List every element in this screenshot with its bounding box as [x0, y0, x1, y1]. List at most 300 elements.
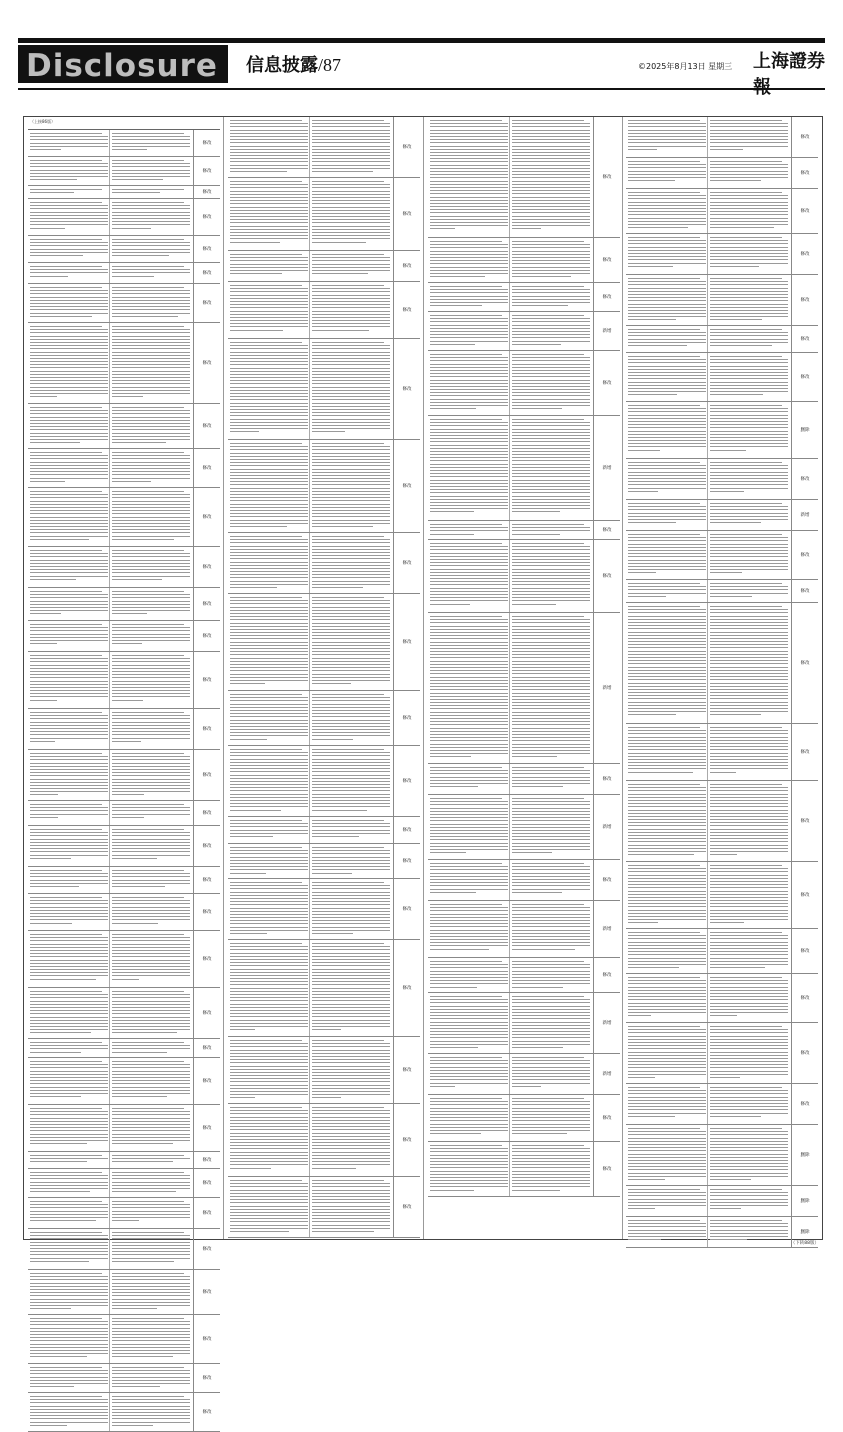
text-line	[628, 1045, 706, 1046]
revised-clause-text	[112, 1396, 190, 1428]
text-line	[710, 164, 788, 165]
text-line	[512, 470, 590, 471]
text-line	[30, 1350, 108, 1351]
text-line	[628, 304, 706, 305]
text-line	[628, 534, 700, 535]
text-line	[512, 1022, 590, 1023]
text-line	[710, 711, 788, 712]
revised-clause-text	[512, 120, 590, 232]
cell-divider	[509, 860, 510, 900]
text-line	[230, 513, 308, 514]
text-line	[430, 305, 482, 306]
text-line	[112, 560, 190, 561]
revised-clause-text	[312, 820, 390, 839]
text-line	[112, 1356, 173, 1357]
text-line	[112, 1093, 190, 1094]
text-line	[112, 1406, 190, 1407]
text-line	[628, 865, 700, 866]
original-clause-text	[628, 329, 706, 348]
text-line	[30, 1140, 108, 1141]
revised-clause-text	[710, 462, 788, 494]
text-line	[30, 1042, 102, 1043]
text-line	[710, 868, 788, 869]
text-line	[112, 176, 190, 177]
text-line	[430, 597, 508, 598]
original-clause-text	[628, 120, 706, 152]
text-line	[512, 425, 590, 426]
text-line	[710, 544, 788, 545]
text-line	[312, 1040, 384, 1041]
text-line	[628, 586, 706, 587]
text-line	[512, 744, 590, 745]
text-line	[230, 914, 308, 915]
text-line	[430, 222, 508, 223]
text-line	[30, 839, 108, 840]
text-line	[30, 208, 108, 209]
revised-clause-text	[312, 1040, 390, 1101]
text-line	[430, 146, 508, 147]
text-line	[710, 848, 788, 849]
text-line	[30, 176, 108, 177]
cell-divider	[109, 263, 110, 283]
text-line	[312, 307, 390, 308]
text-line	[312, 194, 390, 195]
revised-clause-text	[112, 1042, 190, 1055]
text-line	[628, 825, 706, 826]
text-line	[230, 422, 308, 423]
text-line	[312, 860, 390, 861]
text-line	[512, 1002, 590, 1003]
original-clause-text	[230, 254, 308, 276]
text-line	[710, 237, 782, 238]
text-line	[30, 696, 108, 697]
change-type-label: 修改	[193, 988, 220, 1038]
text-line	[30, 255, 83, 256]
text-line	[710, 810, 788, 811]
text-line	[628, 964, 706, 965]
text-line	[112, 1188, 190, 1189]
table-row	[626, 603, 818, 724]
cell-divider	[309, 533, 310, 593]
text-line	[512, 429, 590, 430]
text-line	[628, 854, 694, 855]
text-line	[30, 960, 108, 961]
text-line	[512, 638, 590, 639]
text-line	[512, 451, 590, 452]
text-line	[628, 263, 706, 264]
text-line	[430, 804, 508, 805]
text-line	[628, 990, 706, 991]
text-line	[112, 426, 190, 427]
text-line	[30, 560, 108, 561]
text-line	[230, 991, 308, 992]
text-line	[710, 294, 788, 295]
text-line	[430, 209, 508, 210]
text-line	[312, 873, 352, 874]
text-line	[30, 269, 108, 270]
text-line	[312, 484, 390, 485]
text-line	[710, 174, 788, 175]
original-clause-text	[430, 904, 508, 952]
table-row	[28, 588, 220, 621]
original-clause-text	[30, 189, 108, 195]
text-line	[512, 1158, 590, 1159]
text-line	[710, 875, 788, 876]
text-line	[312, 1218, 390, 1219]
text-line	[112, 668, 190, 669]
text-line	[430, 642, 508, 643]
text-line	[30, 1235, 108, 1236]
text-line	[430, 383, 508, 384]
text-line	[512, 942, 590, 943]
text-line	[512, 328, 590, 329]
text-line	[30, 607, 108, 608]
text-line	[312, 716, 390, 717]
text-line	[112, 1367, 184, 1368]
text-line	[710, 1052, 788, 1053]
revised-clause-text	[512, 1098, 590, 1136]
text-line	[230, 203, 308, 204]
text-line	[112, 997, 190, 998]
text-line	[230, 1004, 308, 1005]
text-line	[512, 549, 590, 550]
text-line	[710, 266, 759, 267]
text-line	[512, 1117, 590, 1118]
cell-divider	[707, 724, 708, 780]
text-line	[312, 494, 390, 495]
text-line	[710, 1026, 782, 1027]
text-line	[430, 203, 508, 204]
revised-clause-text	[710, 534, 788, 575]
text-line	[628, 1150, 706, 1151]
text-line	[628, 913, 706, 914]
text-line	[312, 1010, 390, 1011]
change-type-label: 修改	[393, 117, 420, 177]
text-line	[512, 999, 590, 1000]
text-line	[628, 198, 706, 199]
text-line	[710, 679, 788, 680]
text-line	[312, 187, 390, 188]
text-line	[312, 232, 390, 233]
text-line	[512, 197, 590, 198]
text-line	[512, 731, 590, 732]
text-line	[312, 330, 369, 331]
text-line	[230, 638, 308, 639]
text-line	[430, 904, 502, 905]
text-line	[30, 1308, 71, 1309]
text-line	[30, 1337, 108, 1338]
revised-clause-text	[710, 977, 788, 1018]
text-line	[710, 1239, 747, 1240]
revised-clause-text	[312, 254, 390, 276]
text-line	[710, 1141, 788, 1142]
text-line	[710, 727, 782, 728]
text-line	[112, 956, 190, 957]
change-type-label: 修改	[791, 158, 818, 188]
text-line	[30, 1032, 91, 1033]
text-line	[30, 426, 108, 427]
table-row	[28, 750, 220, 801]
text-line	[312, 133, 390, 134]
text-line	[430, 767, 502, 768]
change-type-label: 修改	[791, 781, 818, 861]
text-line	[312, 1066, 390, 1067]
text-line	[112, 594, 190, 595]
cell-divider	[109, 652, 110, 708]
text-line	[112, 903, 190, 904]
text-line	[112, 228, 151, 229]
text-line	[312, 584, 390, 585]
text-line	[430, 219, 508, 220]
text-line	[710, 1144, 788, 1145]
table-row	[626, 234, 818, 275]
change-type-label: 修改	[393, 691, 420, 745]
text-line	[30, 741, 55, 742]
text-line	[710, 733, 788, 734]
text-line	[30, 722, 108, 723]
text-line	[628, 208, 706, 209]
change-type-label: 修改	[393, 1104, 420, 1176]
text-line	[312, 161, 390, 162]
text-line	[512, 244, 590, 245]
table-row	[626, 580, 818, 603]
text-line	[230, 181, 302, 182]
text-line	[710, 689, 788, 690]
text-line	[430, 559, 508, 560]
cell-divider	[707, 234, 708, 274]
text-line	[628, 237, 700, 238]
text-line	[512, 756, 557, 757]
text-line	[512, 626, 590, 627]
text-line	[112, 1111, 190, 1112]
text-line	[430, 1177, 508, 1178]
text-line	[628, 1103, 706, 1104]
text-line	[710, 202, 788, 203]
text-line	[430, 565, 508, 566]
text-line	[112, 1201, 184, 1202]
text-line	[30, 355, 108, 356]
text-line	[710, 362, 788, 363]
text-line	[430, 273, 508, 274]
text-line	[512, 833, 590, 834]
text-line	[628, 491, 658, 492]
text-line	[710, 1236, 788, 1237]
text-line	[30, 1347, 108, 1348]
original-clause-text	[430, 286, 508, 308]
text-line	[430, 296, 508, 297]
text-line	[30, 756, 108, 757]
text-line	[230, 1193, 308, 1194]
text-line	[430, 1124, 508, 1125]
text-line	[512, 1079, 590, 1080]
text-line	[512, 667, 590, 668]
cell-divider	[509, 613, 510, 763]
text-line	[30, 556, 108, 557]
text-line	[230, 581, 308, 582]
text-line	[430, 1041, 508, 1042]
text-line	[512, 273, 590, 274]
revised-clause-text	[312, 749, 390, 813]
cell-divider	[509, 1095, 510, 1141]
text-line	[512, 263, 590, 264]
text-line	[512, 399, 590, 400]
text-line	[112, 1020, 190, 1021]
text-line	[30, 136, 108, 137]
text-line	[710, 593, 788, 594]
text-line	[30, 1201, 102, 1202]
text-line	[30, 858, 71, 859]
text-line	[312, 449, 390, 450]
text-line	[512, 920, 590, 921]
text-line	[628, 583, 700, 584]
text-line	[30, 1114, 108, 1115]
change-type-label: 删除	[791, 1125, 818, 1185]
text-line	[112, 361, 190, 362]
text-line	[112, 471, 190, 472]
text-line	[312, 755, 390, 756]
text-line	[312, 1043, 390, 1044]
text-line	[512, 718, 590, 719]
text-line	[112, 205, 190, 206]
text-line	[112, 1080, 190, 1081]
text-line	[30, 1134, 108, 1135]
text-line	[230, 187, 308, 188]
text-line	[30, 1318, 102, 1319]
revised-clause-text	[512, 1057, 590, 1089]
text-line	[112, 249, 190, 250]
text-line	[430, 120, 502, 121]
text-line	[312, 200, 390, 201]
text-line	[112, 934, 184, 935]
text-line	[112, 1061, 184, 1062]
revised-clause-text	[512, 354, 590, 411]
text-line	[230, 1206, 308, 1207]
text-line	[230, 810, 281, 811]
text-line	[112, 597, 190, 598]
text-line	[112, 897, 184, 898]
text-line	[112, 146, 190, 147]
text-line	[512, 780, 590, 781]
text-line	[512, 408, 562, 409]
text-line	[312, 943, 384, 944]
text-line	[710, 345, 772, 346]
text-line	[312, 298, 390, 299]
text-line	[312, 729, 390, 730]
text-line	[628, 727, 700, 728]
text-line	[230, 959, 308, 960]
text-line	[512, 661, 590, 662]
revised-clause-text	[112, 407, 190, 445]
text-line	[430, 780, 508, 781]
text-line	[30, 332, 108, 333]
text-line	[628, 446, 706, 447]
text-line	[112, 947, 190, 948]
text-line	[312, 732, 390, 733]
cell-divider	[707, 189, 708, 233]
original-clause-text	[628, 977, 706, 1018]
text-line	[512, 737, 590, 738]
text-line	[112, 782, 190, 783]
text-line	[710, 692, 788, 693]
text-line	[112, 163, 190, 164]
text-line	[112, 297, 190, 298]
text-line	[512, 1177, 590, 1178]
text-line	[710, 342, 788, 343]
text-line	[112, 345, 190, 346]
original-clause-text	[628, 727, 706, 775]
text-line	[312, 1000, 390, 1001]
text-line	[230, 771, 308, 772]
text-line	[430, 923, 508, 924]
text-line	[112, 1409, 190, 1410]
revised-clause-text	[112, 591, 190, 617]
text-line	[112, 1283, 190, 1284]
text-line	[112, 1286, 190, 1287]
revised-clause-text	[112, 655, 190, 703]
text-line	[710, 240, 788, 241]
text-line	[230, 943, 302, 944]
text-line	[430, 632, 508, 633]
text-line	[30, 634, 108, 635]
revised-clause-text	[312, 847, 390, 876]
text-line	[430, 136, 508, 137]
original-clause-text	[430, 1145, 508, 1193]
text-line	[512, 524, 584, 525]
text-line	[628, 1141, 706, 1142]
text-line	[430, 594, 508, 595]
text-line	[312, 387, 390, 388]
text-line	[710, 1131, 788, 1132]
text-line	[112, 671, 190, 672]
text-line	[512, 572, 590, 573]
text-line	[30, 956, 108, 957]
text-line	[430, 486, 508, 487]
table-row	[626, 531, 818, 580]
original-clause-text	[230, 1040, 308, 1101]
text-line	[312, 549, 390, 550]
text-line	[628, 768, 706, 769]
text-line	[710, 540, 788, 541]
original-clause-text	[30, 202, 108, 231]
text-line	[30, 655, 102, 656]
text-line	[312, 1196, 390, 1197]
text-line	[230, 597, 302, 598]
text-line	[230, 267, 308, 268]
text-line	[230, 726, 308, 727]
text-line	[312, 242, 366, 243]
text-line	[628, 297, 706, 298]
text-line	[710, 1176, 788, 1177]
text-line	[112, 192, 160, 193]
text-line	[112, 1220, 139, 1221]
original-clause-text	[430, 1057, 508, 1089]
text-line	[512, 289, 590, 290]
text-line	[312, 149, 390, 150]
text-line	[30, 769, 108, 770]
table-row	[626, 500, 818, 531]
text-line	[30, 832, 108, 833]
text-line	[312, 520, 390, 521]
text-line	[112, 640, 190, 641]
text-line	[512, 705, 590, 706]
text-line	[230, 449, 308, 450]
text-line	[628, 174, 706, 175]
text-line	[30, 1383, 108, 1384]
text-line	[430, 648, 508, 649]
text-line	[312, 1094, 390, 1095]
cell-divider	[109, 186, 110, 198]
text-line	[312, 523, 390, 524]
